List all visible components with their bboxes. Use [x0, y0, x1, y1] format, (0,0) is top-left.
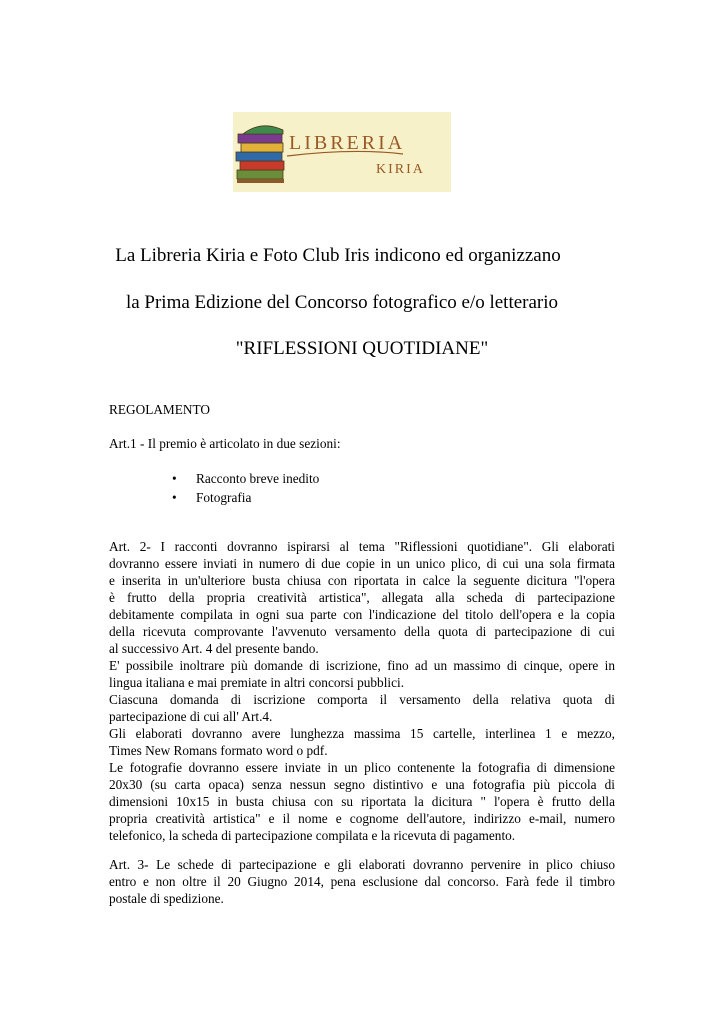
article-2-line: dovranno essere inviati in numero di due copie in un unico plico, di cui una sola firmata — [109, 556, 615, 571]
bullet-icon: • — [172, 490, 177, 505]
article-2 — [109, 538, 615, 844]
article-2-line: 20x30 (su carta opaca) senza nessun segno distintivo e una fotografia più piccola di — [109, 777, 615, 792]
heading-line-2: la Prima Edizione del Concorso fotografico e/o letterario — [125, 292, 559, 313]
article-1-text: Art.1 - Il premio è articolato in due sezioni: — [109, 436, 341, 451]
section-label-regolamento: REGOLAMENTO — [109, 402, 210, 417]
article-2-line: telefonico, la scheda di partecipazione compilata e la ricevuta di pagamento. — [109, 828, 516, 843]
article-2-line: dimensioni 10x15 in busta chiusa con su riportata la dicitura " l'opera è frutto della — [109, 794, 615, 809]
article-2-line: Gli elaborati dovranno avere lunghezza massima 15 cartelle, interlinea 1 e mezzo, — [109, 726, 615, 741]
article-2-line: Le fotografie dovranno essere inviate in un plico contenente la fotografia di dimensione — [109, 760, 615, 775]
article-2-line: al successivo Art. 4 del presente bando. — [109, 641, 319, 656]
logo-word-libreria: LIBRERIA — [289, 132, 406, 154]
heading-line-1: La Libreria Kiria e Foto Club Iris indicono ed organizzano — [115, 245, 561, 266]
contest-title: "RIFLESSIONI QUOTIDIANE" — [235, 338, 489, 359]
article-2-line: debitamente compilata in ogni sua parte con l'indicazione del titolo dell'opera e la copia — [109, 607, 615, 622]
article-2-line: partecipazione di cui all' Art.4. — [109, 709, 273, 724]
article-2-line: Art. 2- I racconti dovranno ispirarsi al tema "Riflessioni quotidiane". Gli elaborati — [109, 539, 615, 554]
list-item: • Racconto breve inedito — [172, 471, 320, 486]
article-3-line: Art. 3- Le schede di partecipazione e gli elaborati dovranno pervenire in plico chiuso — [109, 857, 615, 872]
article-2-line: Ciascuna domanda di iscrizione comporta il versamento della relativa quota di — [109, 692, 615, 707]
article-2-line: Times New Romans formato word o pdf. — [109, 743, 328, 758]
logo-word-kiria: KIRIA — [376, 162, 425, 177]
list-item: • Fotografia — [172, 490, 252, 505]
article-2-line: propria creatività artistica" e il nome e cognome dell'autore, indirizzo e-mail, numero — [109, 811, 615, 826]
bullet-icon: • — [172, 471, 177, 486]
article-2-line: lingua italiana e mai premiate in altri concorsi pubblici. — [109, 675, 405, 690]
sections-list — [172, 469, 319, 507]
article-3 — [109, 856, 615, 907]
article-2-line: è frutto della propria creatività artistica", allegata alla scheda di partecipazione — [109, 590, 615, 605]
article-3-line: entro e non oltre il 20 Giugno 2014, pena esclusione dal concorso. Farà fede il timbro — [109, 874, 615, 889]
article-2-line: e inserita in un'ulteriore busta chiusa con riportata in calce la seguente dicitura "l'opera — [109, 573, 615, 588]
article-3-line: postale di spedizione. — [109, 891, 224, 906]
article-2-line: della ricevuta comprovante l'avvenuto versamento della quota di partecipazione di cui — [109, 624, 615, 639]
libreria-kiria-logo — [233, 112, 451, 192]
article-2-line: E' possibile inoltrare più domande di iscrizione, fino ad un massimo di cinque, opere in — [109, 658, 615, 673]
